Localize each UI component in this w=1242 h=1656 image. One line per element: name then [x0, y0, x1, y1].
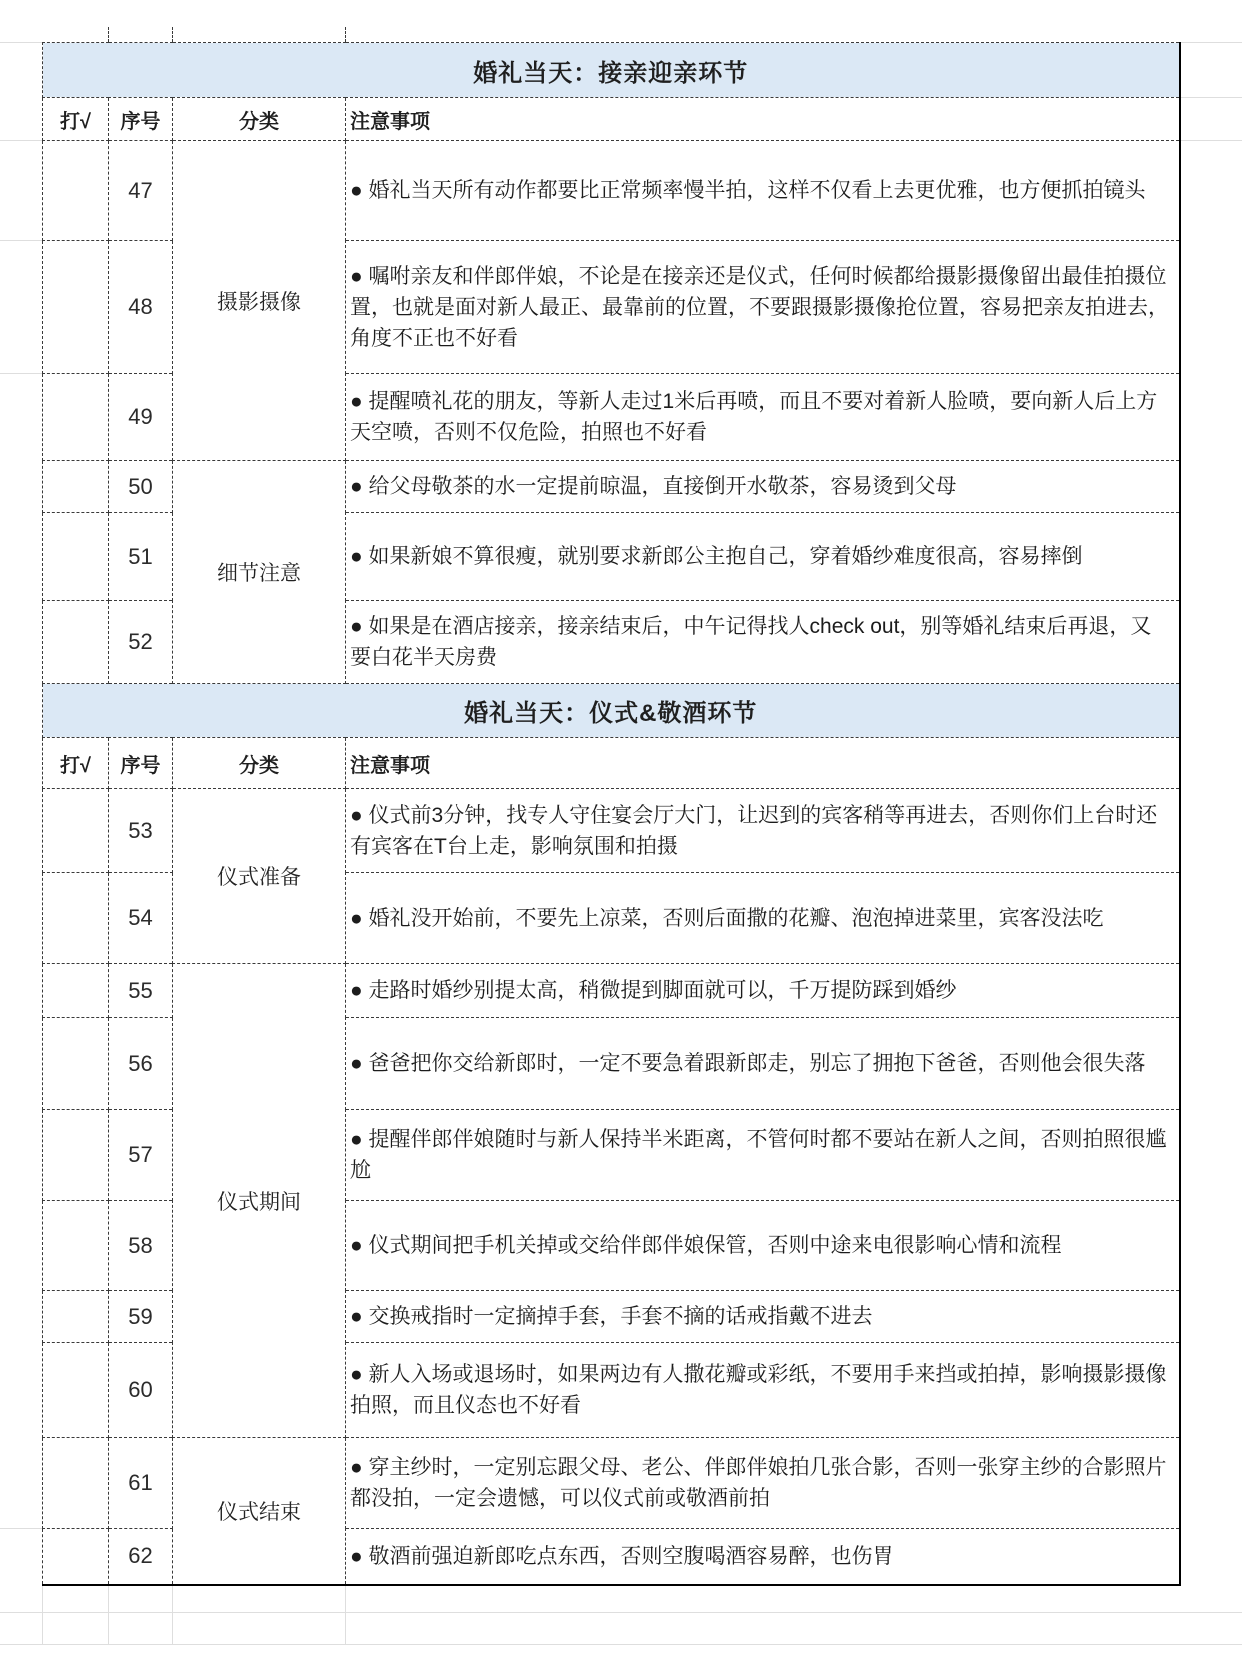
table-row [43, 1438, 1180, 1529]
category-cell: 细节注意 [173, 461, 346, 684]
col-header-category: 分类 [173, 98, 346, 141]
table-row [43, 789, 1180, 873]
gridline [0, 373, 42, 374]
col-header-check: 打√ [43, 738, 109, 789]
note-cell: ● 提醒喷礼花的朋友，等新人走过1米后再喷，而且不要对着新人脸喷，要向新人后上方天空喷，否则不仅危险，拍照也不好看 [346, 374, 1180, 461]
section-banner-ceremony: 婚礼当天：仪式&敬酒环节 [43, 684, 1180, 738]
row-number: 57 [109, 1110, 173, 1201]
row-number: 55 [109, 964, 173, 1018]
check-cell[interactable] [43, 1018, 109, 1110]
wedding-checklist-table [42, 42, 1179, 1586]
row-number: 56 [109, 1018, 173, 1110]
check-cell[interactable] [43, 461, 109, 513]
note-cell: ● 婚礼没开始前，不要先上凉菜，否则后面撒的花瓣、泡泡掉进菜里，宾客没法吃 [346, 873, 1180, 964]
row-number: 60 [109, 1343, 173, 1438]
check-cell[interactable] [43, 141, 109, 241]
row-number: 48 [109, 241, 173, 374]
col-header-note: 注意事项 [346, 738, 1180, 789]
gridline [42, 1586, 43, 1644]
gridline [0, 1612, 1242, 1613]
note-cell: ● 新人入场或退场时，如果两边有人撒花瓣或彩纸，不要用手来挡或拍掉，影响摄影摄像拍照，而且仪态也不好看 [346, 1343, 1180, 1438]
check-cell[interactable] [43, 789, 109, 873]
gridline [1179, 140, 1242, 141]
category-cell: 仪式准备 [173, 789, 346, 964]
row-number: 59 [109, 1291, 173, 1343]
note-cell: ● 提醒伴郎伴娘随时与新人保持半米距离，不管何时都不要站在新人之间，否则拍照很尴尬 [346, 1110, 1180, 1201]
row-number: 50 [109, 461, 173, 513]
note-cell: ● 仪式前3分钟，找专人守住宴会厅大门，让迟到的宾客稍等再进去，否则你们上台时还有宾客在T台上走，影响氛围和拍摄 [346, 789, 1180, 873]
note-cell: ● 仪式期间把手机关掉或交给伴郎伴娘保管，否则中途来电很影响心情和流程 [346, 1201, 1180, 1291]
note-cell: ● 爸爸把你交给新郎时，一定不要急着跟新郎走，别忘了拥抱下爸爸，否则他会很失落 [346, 1018, 1180, 1110]
check-cell[interactable] [43, 513, 109, 601]
gridline [345, 27, 346, 42]
table-row [43, 141, 1180, 241]
header-row [43, 738, 1180, 789]
check-cell[interactable] [43, 1529, 109, 1585]
gridline [0, 240, 42, 241]
note-cell: ● 如果新娘不算很瘦，就别要求新郎公主抱自己，穿着婚纱难度很高，容易摔倒 [346, 513, 1180, 601]
note-cell: ● 如果是在酒店接亲，接亲结束后，中午记得找人check out，别等婚礼结束后再退，又要白花半天房费 [346, 601, 1180, 684]
gridline [108, 1586, 109, 1644]
col-header-no: 序号 [109, 738, 173, 789]
category-cell: 摄影摄像 [173, 141, 346, 461]
note-cell: ● 敬酒前强迫新郎吃点东西，否则空腹喝酒容易醉，也伤胃 [346, 1529, 1180, 1585]
table-row [43, 461, 1180, 513]
col-header-no: 序号 [109, 98, 173, 141]
row-number: 58 [109, 1201, 173, 1291]
col-header-check: 打√ [43, 98, 109, 141]
note-cell: ● 穿主纱时，一定别忘跟父母、老公、伴郎伴娘拍几张合影，否则一张穿主纱的合影照片都没拍，一定会遗憾，可以仪式前或敬酒前拍 [346, 1438, 1180, 1529]
gridline [172, 1586, 173, 1644]
note-cell: ● 走路时婚纱别提太高，稍微提到脚面就可以，千万提防踩到婚纱 [346, 964, 1180, 1018]
category-cell: 仪式期间 [173, 964, 346, 1438]
row-number: 49 [109, 374, 173, 461]
section-banner-pickup: 婚礼当天：接亲迎亲环节 [43, 43, 1180, 98]
check-cell[interactable] [43, 374, 109, 461]
check-cell[interactable] [43, 964, 109, 1018]
gridline [1179, 42, 1242, 43]
row-number: 61 [109, 1438, 173, 1529]
row-number: 51 [109, 513, 173, 601]
gridline [0, 42, 42, 43]
gridline [345, 1586, 346, 1644]
header-row [43, 98, 1180, 141]
gridline [1179, 97, 1242, 98]
check-cell[interactable] [43, 1201, 109, 1291]
col-header-category: 分类 [173, 738, 346, 789]
col-header-note: 注意事项 [346, 98, 1180, 141]
row-number: 47 [109, 141, 173, 241]
note-cell: ● 嘱咐亲友和伴郎伴娘，不论是在接亲还是仪式，任何时候都给摄影摄像留出最佳拍摄位置，也就是面对新人最正、最靠前的位置，不要跟摄影摄像抢位置，容易把亲友拍进去，角度不正也不好看 [346, 241, 1180, 374]
table-row [43, 964, 1180, 1018]
row-number: 54 [109, 873, 173, 964]
gridline [108, 27, 109, 42]
note-cell: ● 婚礼当天所有动作都要比正常频率慢半拍，这样不仅看上去更优雅，也方便抓拍镜头 [346, 141, 1180, 241]
gridline [0, 140, 42, 141]
row-number: 52 [109, 601, 173, 684]
gridline [172, 27, 173, 42]
check-cell[interactable] [43, 1110, 109, 1201]
check-cell[interactable] [43, 601, 109, 684]
note-cell: ● 交换戒指时一定摘掉手套，手套不摘的话戒指戴不进去 [346, 1291, 1180, 1343]
row-number: 62 [109, 1529, 173, 1585]
gridline [0, 1528, 42, 1529]
check-cell[interactable] [43, 241, 109, 374]
check-cell[interactable] [43, 873, 109, 964]
check-cell[interactable] [43, 1291, 109, 1343]
row-number: 53 [109, 789, 173, 873]
check-cell[interactable] [43, 1343, 109, 1438]
category-cell: 仪式结束 [173, 1438, 346, 1585]
gridline [0, 1644, 1242, 1645]
check-cell[interactable] [43, 1438, 109, 1529]
note-cell: ● 给父母敬茶的水一定提前晾温，直接倒开水敬茶，容易烫到父母 [346, 461, 1180, 513]
